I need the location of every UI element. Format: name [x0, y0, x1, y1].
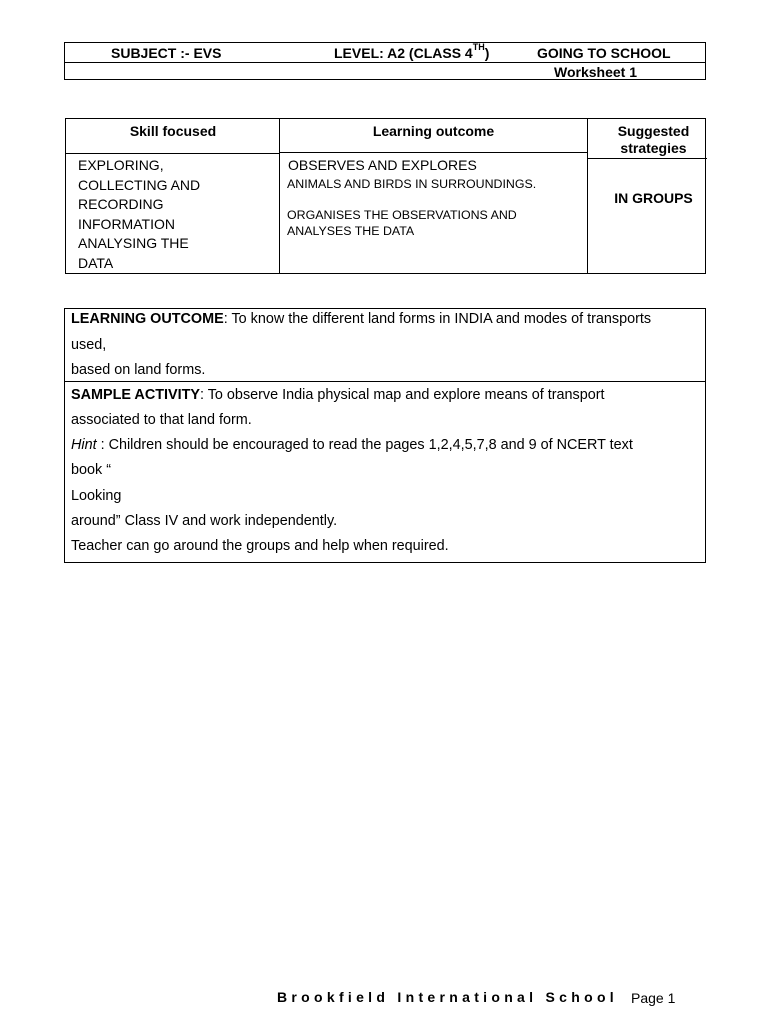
skill-item: COLLECTING AND — [78, 176, 201, 193]
hint-line: book “ — [71, 462, 111, 478]
skill-header: Skill focused — [129, 123, 217, 139]
strategy-header-divider — [588, 158, 707, 159]
outcome-line: ANIMALS AND BIRDS IN SURROUNDINGS. — [287, 177, 537, 191]
topic-label: GOING TO SCHOOL — [537, 45, 671, 61]
hint-line: around” Class IV and work independently. — [71, 513, 338, 529]
sample-activity-line: associated to that land form. — [71, 412, 252, 428]
header-table — [64, 42, 706, 80]
skill-item: ANALYSING THE — [78, 235, 189, 252]
section-divider — [65, 381, 705, 382]
learning-outcome-box — [64, 308, 706, 563]
skill-item: DATA — [78, 254, 114, 271]
column-divider — [279, 119, 280, 273]
worksheet-label: Worksheet 1 — [554, 64, 637, 80]
skill-item: EXPLORING, — [78, 157, 164, 173]
outcome-header: Learning outcome — [372, 123, 495, 139]
hint-line — [71, 437, 633, 453]
skill-header-divider — [66, 153, 280, 154]
learning-outcome-text: : To know the different land forms in INDIA and modes of transports — [223, 311, 652, 327]
sample-activity-label: SAMPLE ACTIVITY — [71, 387, 200, 403]
level-superscript: TH — [472, 42, 485, 52]
footer-page-number: Page 1 — [631, 990, 676, 1006]
sample-activity-line — [71, 387, 605, 403]
outcome-line: ORGANISES THE OBSERVATIONS AND — [287, 208, 517, 222]
learning-outcome-line: based on land forms. — [71, 362, 206, 378]
skill-table — [65, 118, 706, 274]
outcome-line: ANALYSES THE DATA — [287, 224, 415, 238]
learning-outcome-line — [71, 311, 651, 327]
sample-activity-text: : To observe India physical map and explore means of transport — [200, 387, 605, 403]
outcome-header-divider — [280, 152, 587, 153]
hint-label: Hint — [71, 437, 97, 453]
hint-line: Looking — [71, 488, 122, 504]
level-text: LEVEL: A2 (CLASS 4 — [334, 45, 473, 61]
level-close: ) — [484, 45, 490, 61]
footer-school-name: Brookfield International School — [277, 989, 618, 1005]
strategy-header-line1: Suggested — [617, 123, 690, 139]
outcome-line: OBSERVES AND EXPLORES — [288, 157, 477, 173]
level-label — [334, 42, 490, 61]
skill-list — [78, 156, 200, 274]
learning-outcome-line: used, — [71, 337, 107, 353]
skill-item: RECORDING — [78, 196, 164, 213]
learning-outcome-label: LEARNING OUTCOME — [71, 311, 224, 327]
hint-line: Teacher can go around the groups and help when required. — [71, 538, 449, 554]
skill-item: INFORMATION — [78, 215, 175, 232]
hint-text: : Children should be encouraged to read the pages 1,2,4,5,7,8 and 9 of NCERT text — [96, 437, 633, 453]
strategy-value: IN GROUPS — [614, 190, 693, 206]
strategy-header-line2: strategies — [620, 140, 687, 156]
subject-label: SUBJECT :- EVS — [111, 45, 222, 61]
